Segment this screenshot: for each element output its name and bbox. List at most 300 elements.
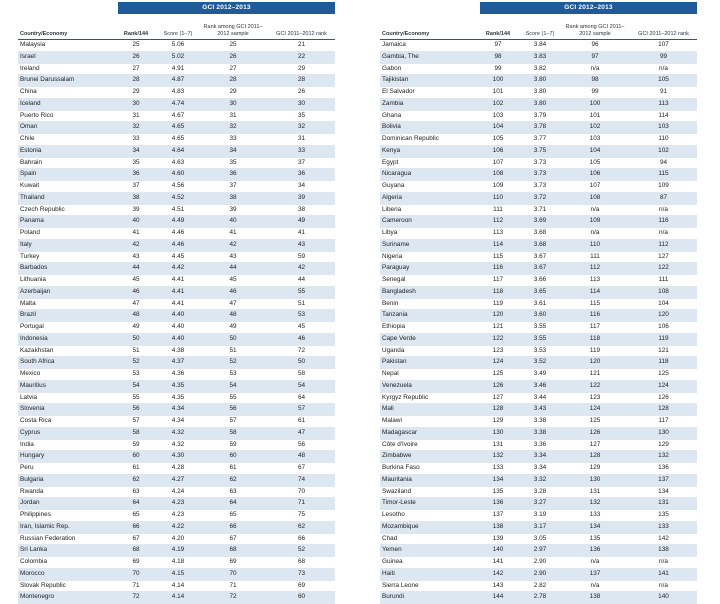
cell-rank: 25 <box>114 40 158 52</box>
header-country: Country/Economy <box>380 14 476 40</box>
cell-rank-among: 102 <box>560 122 630 134</box>
cell-rank-among: n/a <box>560 557 630 569</box>
cell-rank: 26 <box>114 51 158 63</box>
cell-country: El Salvador <box>380 87 476 99</box>
cell-score: 3.44 <box>520 392 560 404</box>
cell-country: Mali <box>380 404 476 416</box>
cell-rank-among: 25 <box>198 40 268 52</box>
cell-country: China <box>18 87 114 99</box>
cell-gci-rank: 56 <box>268 439 335 451</box>
cell-rank-among: 28 <box>198 75 268 87</box>
cell-rank: 43 <box>114 251 158 263</box>
table-row <box>18 463 335 475</box>
cell-country: Ethiopia <box>380 322 476 334</box>
cell-rank-among: 34 <box>198 145 268 157</box>
cell-gci-rank: 107 <box>630 40 697 52</box>
cell-rank: 105 <box>476 134 520 146</box>
cell-gci-rank: 91 <box>630 87 697 99</box>
table-row <box>380 192 697 204</box>
table-row <box>380 145 697 157</box>
cell-gci-rank: 73 <box>268 568 335 580</box>
cell-rank-among: 46 <box>198 286 268 298</box>
table-row <box>380 181 697 193</box>
table-body-left <box>18 40 335 604</box>
cell-rank: 130 <box>476 427 520 439</box>
cell-score: 4.15 <box>158 568 198 580</box>
cell-rank-among: 33 <box>198 134 268 146</box>
header-rank-among: Rank among GCI 2011–2012 sample <box>198 14 268 40</box>
cell-gci-rank: n/a <box>630 557 697 569</box>
cell-rank-among: 108 <box>560 192 630 204</box>
table-body-right <box>380 40 697 604</box>
table-row <box>18 427 335 439</box>
cell-rank-among: 125 <box>560 416 630 428</box>
cell-rank: 57 <box>114 416 158 428</box>
table-row <box>380 122 697 134</box>
cell-gci-rank: 128 <box>630 404 697 416</box>
cell-gci-rank: 64 <box>268 392 335 404</box>
table-row <box>18 533 335 545</box>
cell-score: 3.05 <box>520 533 560 545</box>
table-row <box>380 98 697 110</box>
cell-rank-among: 47 <box>198 298 268 310</box>
cell-gci-rank: 68 <box>268 557 335 569</box>
cell-rank-among: 48 <box>198 310 268 322</box>
cell-score: 4.37 <box>158 357 198 369</box>
cell-gci-rank: 72 <box>268 345 335 357</box>
cell-country: Israel <box>18 51 114 63</box>
cell-gci-rank: 112 <box>630 239 697 251</box>
cell-rank-among: n/a <box>560 580 630 592</box>
cell-rank-among: 112 <box>560 263 630 275</box>
cell-country: Panama <box>18 216 114 228</box>
header-rank-among: Rank among GCI 2011–2012 sample <box>560 14 630 40</box>
cell-gci-rank: 53 <box>268 310 335 322</box>
cell-rank-among: 29 <box>198 87 268 99</box>
cell-country: Sri Lanka <box>18 545 114 557</box>
cell-rank: 132 <box>476 451 520 463</box>
cell-score: 5.02 <box>158 51 198 63</box>
cell-rank-among: 68 <box>198 545 268 557</box>
cell-rank-among: 121 <box>560 369 630 381</box>
cell-rank-among: 103 <box>560 134 630 146</box>
cell-score: 3.69 <box>520 216 560 228</box>
cell-score: 3.19 <box>520 510 560 522</box>
cell-gci-rank: 52 <box>268 545 335 557</box>
cell-gci-rank: 50 <box>268 357 335 369</box>
cell-score: 3.60 <box>520 310 560 322</box>
cell-rank: 119 <box>476 298 520 310</box>
cell-country: Ghana <box>380 110 476 122</box>
cell-gci-rank: n/a <box>630 204 697 216</box>
cell-score: 4.40 <box>158 322 198 334</box>
cell-rank: 66 <box>114 521 158 533</box>
cell-rank-among: 96 <box>560 40 630 52</box>
table-row <box>380 580 697 592</box>
cell-score: 4.52 <box>158 192 198 204</box>
cell-rank: 98 <box>476 51 520 63</box>
cell-gci-rank: 102 <box>630 145 697 157</box>
header-rank: Rank/144 <box>476 14 520 40</box>
cell-gci-rank: 140 <box>630 592 697 604</box>
cell-rank: 38 <box>114 192 158 204</box>
cell-gci-rank: 48 <box>268 451 335 463</box>
cell-country: Hungary <box>18 451 114 463</box>
cell-rank-among: 61 <box>198 463 268 475</box>
cell-gci-rank: 21 <box>268 40 335 52</box>
cell-rank: 137 <box>476 510 520 522</box>
cell-country: Azerbaijan <box>18 286 114 298</box>
cell-country: Colombia <box>18 557 114 569</box>
cell-rank-among: 131 <box>560 486 630 498</box>
table-row <box>380 239 697 251</box>
cell-gci-rank: 87 <box>630 192 697 204</box>
cell-gci-rank: 126 <box>630 392 697 404</box>
cell-score: 3.80 <box>520 75 560 87</box>
cell-score: 3.73 <box>520 157 560 169</box>
cell-gci-rank: 105 <box>630 75 697 87</box>
cell-score: 2.78 <box>520 592 560 604</box>
table-row <box>18 510 335 522</box>
cell-rank: 121 <box>476 322 520 334</box>
cell-country: Sierra Leone <box>380 580 476 592</box>
header-country: Country/Economy <box>18 14 114 40</box>
cell-country: Ireland <box>18 63 114 75</box>
table-row <box>380 392 697 404</box>
cell-rank: 27 <box>114 63 158 75</box>
cell-rank-among: 132 <box>560 498 630 510</box>
cell-score: 4.41 <box>158 275 198 287</box>
table-row <box>380 298 697 310</box>
gci-table-left <box>18 14 335 604</box>
cell-country: Iceland <box>18 98 114 110</box>
cell-country: Burkina Faso <box>380 463 476 475</box>
cell-rank-among: 55 <box>198 392 268 404</box>
header-gci-rank: GCI 2011–2012 rank <box>268 14 335 40</box>
cell-rank-among: 119 <box>560 345 630 357</box>
cell-gci-rank: 130 <box>630 427 697 439</box>
cell-score: 3.38 <box>520 416 560 428</box>
cell-gci-rank: 108 <box>630 286 697 298</box>
cell-gci-rank: 134 <box>630 486 697 498</box>
cell-rank-among: 39 <box>198 204 268 216</box>
cell-gci-rank: 99 <box>630 51 697 63</box>
table-row <box>380 568 697 580</box>
table-row <box>380 40 697 52</box>
cell-country: Turkey <box>18 251 114 263</box>
cell-rank-among: 113 <box>560 275 630 287</box>
cell-score: 4.35 <box>158 380 198 392</box>
cell-score: 3.73 <box>520 181 560 193</box>
table-row <box>18 357 335 369</box>
cell-rank: 29 <box>114 87 158 99</box>
cell-rank-among: 44 <box>198 263 268 275</box>
cell-gci-rank: 110 <box>630 134 697 146</box>
cell-rank: 136 <box>476 498 520 510</box>
table-row <box>18 63 335 75</box>
cell-gci-rank: 122 <box>630 263 697 275</box>
cell-rank-among: 134 <box>560 521 630 533</box>
table-row <box>18 134 335 146</box>
cell-score: 4.42 <box>158 263 198 275</box>
cell-rank: 143 <box>476 580 520 592</box>
cell-rank: 102 <box>476 98 520 110</box>
cell-country: Kuwait <box>18 181 114 193</box>
cell-rank-among: 40 <box>198 216 268 228</box>
table-row <box>18 75 335 87</box>
cell-rank: 35 <box>114 157 158 169</box>
cell-score: 4.56 <box>158 181 198 193</box>
cell-rank: 138 <box>476 521 520 533</box>
cell-score: 3.32 <box>520 474 560 486</box>
cell-rank-among: 58 <box>198 427 268 439</box>
cell-gci-rank: 129 <box>630 439 697 451</box>
table-row <box>18 333 335 345</box>
cell-country: Costa Rica <box>18 416 114 428</box>
cell-score: 3.52 <box>520 357 560 369</box>
cell-country: Tajikistan <box>380 75 476 87</box>
cell-country: Cyprus <box>18 427 114 439</box>
cell-rank: 42 <box>114 239 158 251</box>
cell-score: 3.34 <box>520 463 560 475</box>
cell-rank: 70 <box>114 568 158 580</box>
cell-country: Pakistan <box>380 357 476 369</box>
cell-rank-among: 100 <box>560 98 630 110</box>
cell-score: 4.63 <box>158 157 198 169</box>
cell-score: 2.90 <box>520 557 560 569</box>
cell-rank: 114 <box>476 239 520 251</box>
cell-score: 3.61 <box>520 298 560 310</box>
cell-rank-among: 133 <box>560 510 630 522</box>
cell-country: Tanzania <box>380 310 476 322</box>
cell-score: 4.67 <box>158 110 198 122</box>
cell-country: Nigeria <box>380 251 476 263</box>
cell-gci-rank: 133 <box>630 521 697 533</box>
table-row <box>380 204 697 216</box>
table-row <box>380 486 697 498</box>
cell-rank: 134 <box>476 474 520 486</box>
cell-score: 3.53 <box>520 345 560 357</box>
cell-country: Mauritius <box>18 380 114 392</box>
cell-country: Malawi <box>380 416 476 428</box>
table-row <box>380 216 697 228</box>
table-row <box>18 98 335 110</box>
table-row <box>18 392 335 404</box>
cell-gci-rank: 124 <box>630 380 697 392</box>
cell-rank-among: 63 <box>198 486 268 498</box>
cell-rank: 135 <box>476 486 520 498</box>
table-row <box>18 110 335 122</box>
cell-rank: 133 <box>476 463 520 475</box>
cell-rank: 125 <box>476 369 520 381</box>
cell-score: 4.14 <box>158 592 198 604</box>
cell-rank-among: 59 <box>198 439 268 451</box>
table-row <box>18 145 335 157</box>
cell-rank-among: 64 <box>198 498 268 510</box>
cell-country: Lesotho <box>380 510 476 522</box>
cell-score: 3.73 <box>520 169 560 181</box>
cell-rank: 41 <box>114 228 158 240</box>
cell-rank-among: 99 <box>560 87 630 99</box>
cell-country: Cameroon <box>380 216 476 228</box>
cell-country: Russian Federation <box>18 533 114 545</box>
table-row <box>18 239 335 251</box>
cell-gci-rank: 114 <box>630 110 697 122</box>
cell-country: Thailand <box>18 192 114 204</box>
cell-score: 4.40 <box>158 310 198 322</box>
cell-rank: 144 <box>476 592 520 604</box>
cell-gci-rank: 109 <box>630 181 697 193</box>
cell-score: 4.46 <box>158 239 198 251</box>
cell-rank-among: n/a <box>560 204 630 216</box>
table-row <box>380 251 697 263</box>
table-row <box>18 498 335 510</box>
cell-country: Morocco <box>18 568 114 580</box>
cell-country: Madagascar <box>380 427 476 439</box>
cell-score: 4.20 <box>158 533 198 545</box>
cell-country: Kenya <box>380 145 476 157</box>
cell-rank-among: 60 <box>198 451 268 463</box>
cell-rank-among: 136 <box>560 545 630 557</box>
cell-gci-rank: 26 <box>268 87 335 99</box>
cell-rank-among: 65 <box>198 510 268 522</box>
table-row <box>380 592 697 604</box>
cell-country: Yemen <box>380 545 476 557</box>
table-row <box>380 134 697 146</box>
cell-country: Suriname <box>380 239 476 251</box>
cell-gci-rank: 44 <box>268 275 335 287</box>
table-row <box>380 63 697 75</box>
cell-rank-among: 138 <box>560 592 630 604</box>
cell-gci-rank: 75 <box>268 510 335 522</box>
cell-rank-among: 53 <box>198 369 268 381</box>
cell-rank: 45 <box>114 275 158 287</box>
cell-rank-among: 69 <box>198 557 268 569</box>
cell-gci-rank: 103 <box>630 122 697 134</box>
cell-score: 4.45 <box>158 251 198 263</box>
cell-rank-among: 109 <box>560 216 630 228</box>
cell-country: Indonesia <box>18 333 114 345</box>
cell-score: 4.64 <box>158 145 198 157</box>
cell-gci-rank: 46 <box>268 333 335 345</box>
cell-score: 4.27 <box>158 474 198 486</box>
cell-country: Zambia <box>380 98 476 110</box>
cell-gci-rank: 36 <box>268 169 335 181</box>
cell-score: 4.40 <box>158 333 198 345</box>
cell-rank: 72 <box>114 592 158 604</box>
table-row <box>380 510 697 522</box>
cell-score: 3.68 <box>520 239 560 251</box>
cell-rank-among: 27 <box>198 63 268 75</box>
cell-rank: 59 <box>114 439 158 451</box>
cell-country: Peru <box>18 463 114 475</box>
cell-gci-rank: n/a <box>630 228 697 240</box>
cell-rank-among: 107 <box>560 181 630 193</box>
cell-gci-rank: 37 <box>268 157 335 169</box>
cell-score: 3.80 <box>520 98 560 110</box>
cell-rank: 56 <box>114 404 158 416</box>
table-row <box>18 557 335 569</box>
cell-rank-among: 50 <box>198 333 268 345</box>
cell-gci-rank: 58 <box>268 369 335 381</box>
cell-score: 4.51 <box>158 204 198 216</box>
table-row <box>18 263 335 275</box>
cell-score: 4.65 <box>158 134 198 146</box>
cell-rank-among: 117 <box>560 322 630 334</box>
cell-gci-rank: 66 <box>268 533 335 545</box>
cell-country: Egypt <box>380 157 476 169</box>
table-row <box>380 51 697 63</box>
cell-rank: 39 <box>114 204 158 216</box>
cell-country: Kyrgyz Republic <box>380 392 476 404</box>
cell-country: Uganda <box>380 345 476 357</box>
cell-country: Algeria <box>380 192 476 204</box>
cell-gci-rank: 35 <box>268 110 335 122</box>
cell-gci-rank: 54 <box>268 380 335 392</box>
table-row <box>380 451 697 463</box>
cell-rank-among: 42 <box>198 239 268 251</box>
header-rank: Rank/144 <box>114 14 158 40</box>
cell-score: 4.49 <box>158 216 198 228</box>
cell-rank-among: 56 <box>198 404 268 416</box>
table-row <box>380 404 697 416</box>
cell-rank-among: 101 <box>560 110 630 122</box>
cell-score: 3.34 <box>520 451 560 463</box>
table-row <box>18 286 335 298</box>
table-row <box>18 580 335 592</box>
table-row <box>380 369 697 381</box>
cell-score: 3.71 <box>520 204 560 216</box>
cell-rank: 28 <box>114 75 158 87</box>
cell-rank: 44 <box>114 263 158 275</box>
cell-rank: 60 <box>114 451 158 463</box>
cell-gci-rank: 94 <box>630 157 697 169</box>
cell-score: 3.75 <box>520 145 560 157</box>
table-row <box>18 404 335 416</box>
cell-score: 4.83 <box>158 87 198 99</box>
cell-score: 4.65 <box>158 122 198 134</box>
table-row <box>18 298 335 310</box>
cell-rank: 30 <box>114 98 158 110</box>
cell-score: 3.36 <box>520 439 560 451</box>
cell-score: 3.83 <box>520 51 560 63</box>
table-row <box>380 474 697 486</box>
cell-gci-rank: 74 <box>268 474 335 486</box>
cell-rank-among: 135 <box>560 533 630 545</box>
cell-gci-rank: 59 <box>268 251 335 263</box>
table-row <box>380 545 697 557</box>
cell-rank: 118 <box>476 286 520 298</box>
cell-gci-rank: 41 <box>268 228 335 240</box>
cell-rank-among: 52 <box>198 357 268 369</box>
cell-rank: 109 <box>476 181 520 193</box>
cell-gci-rank: 39 <box>268 192 335 204</box>
cell-rank: 54 <box>114 380 158 392</box>
table-row <box>18 87 335 99</box>
cell-gci-rank: 111 <box>630 275 697 287</box>
cell-rank-among: 120 <box>560 357 630 369</box>
cell-rank-among: 104 <box>560 145 630 157</box>
cell-rank-among: 111 <box>560 251 630 263</box>
cell-score: 3.79 <box>520 110 560 122</box>
table-row <box>18 521 335 533</box>
cell-country: Gambia, The <box>380 51 476 63</box>
cell-rank-among: 54 <box>198 380 268 392</box>
cell-gci-rank: 71 <box>268 498 335 510</box>
cell-rank-among: 123 <box>560 392 630 404</box>
cell-score: 3.49 <box>520 369 560 381</box>
table-row <box>18 380 335 392</box>
